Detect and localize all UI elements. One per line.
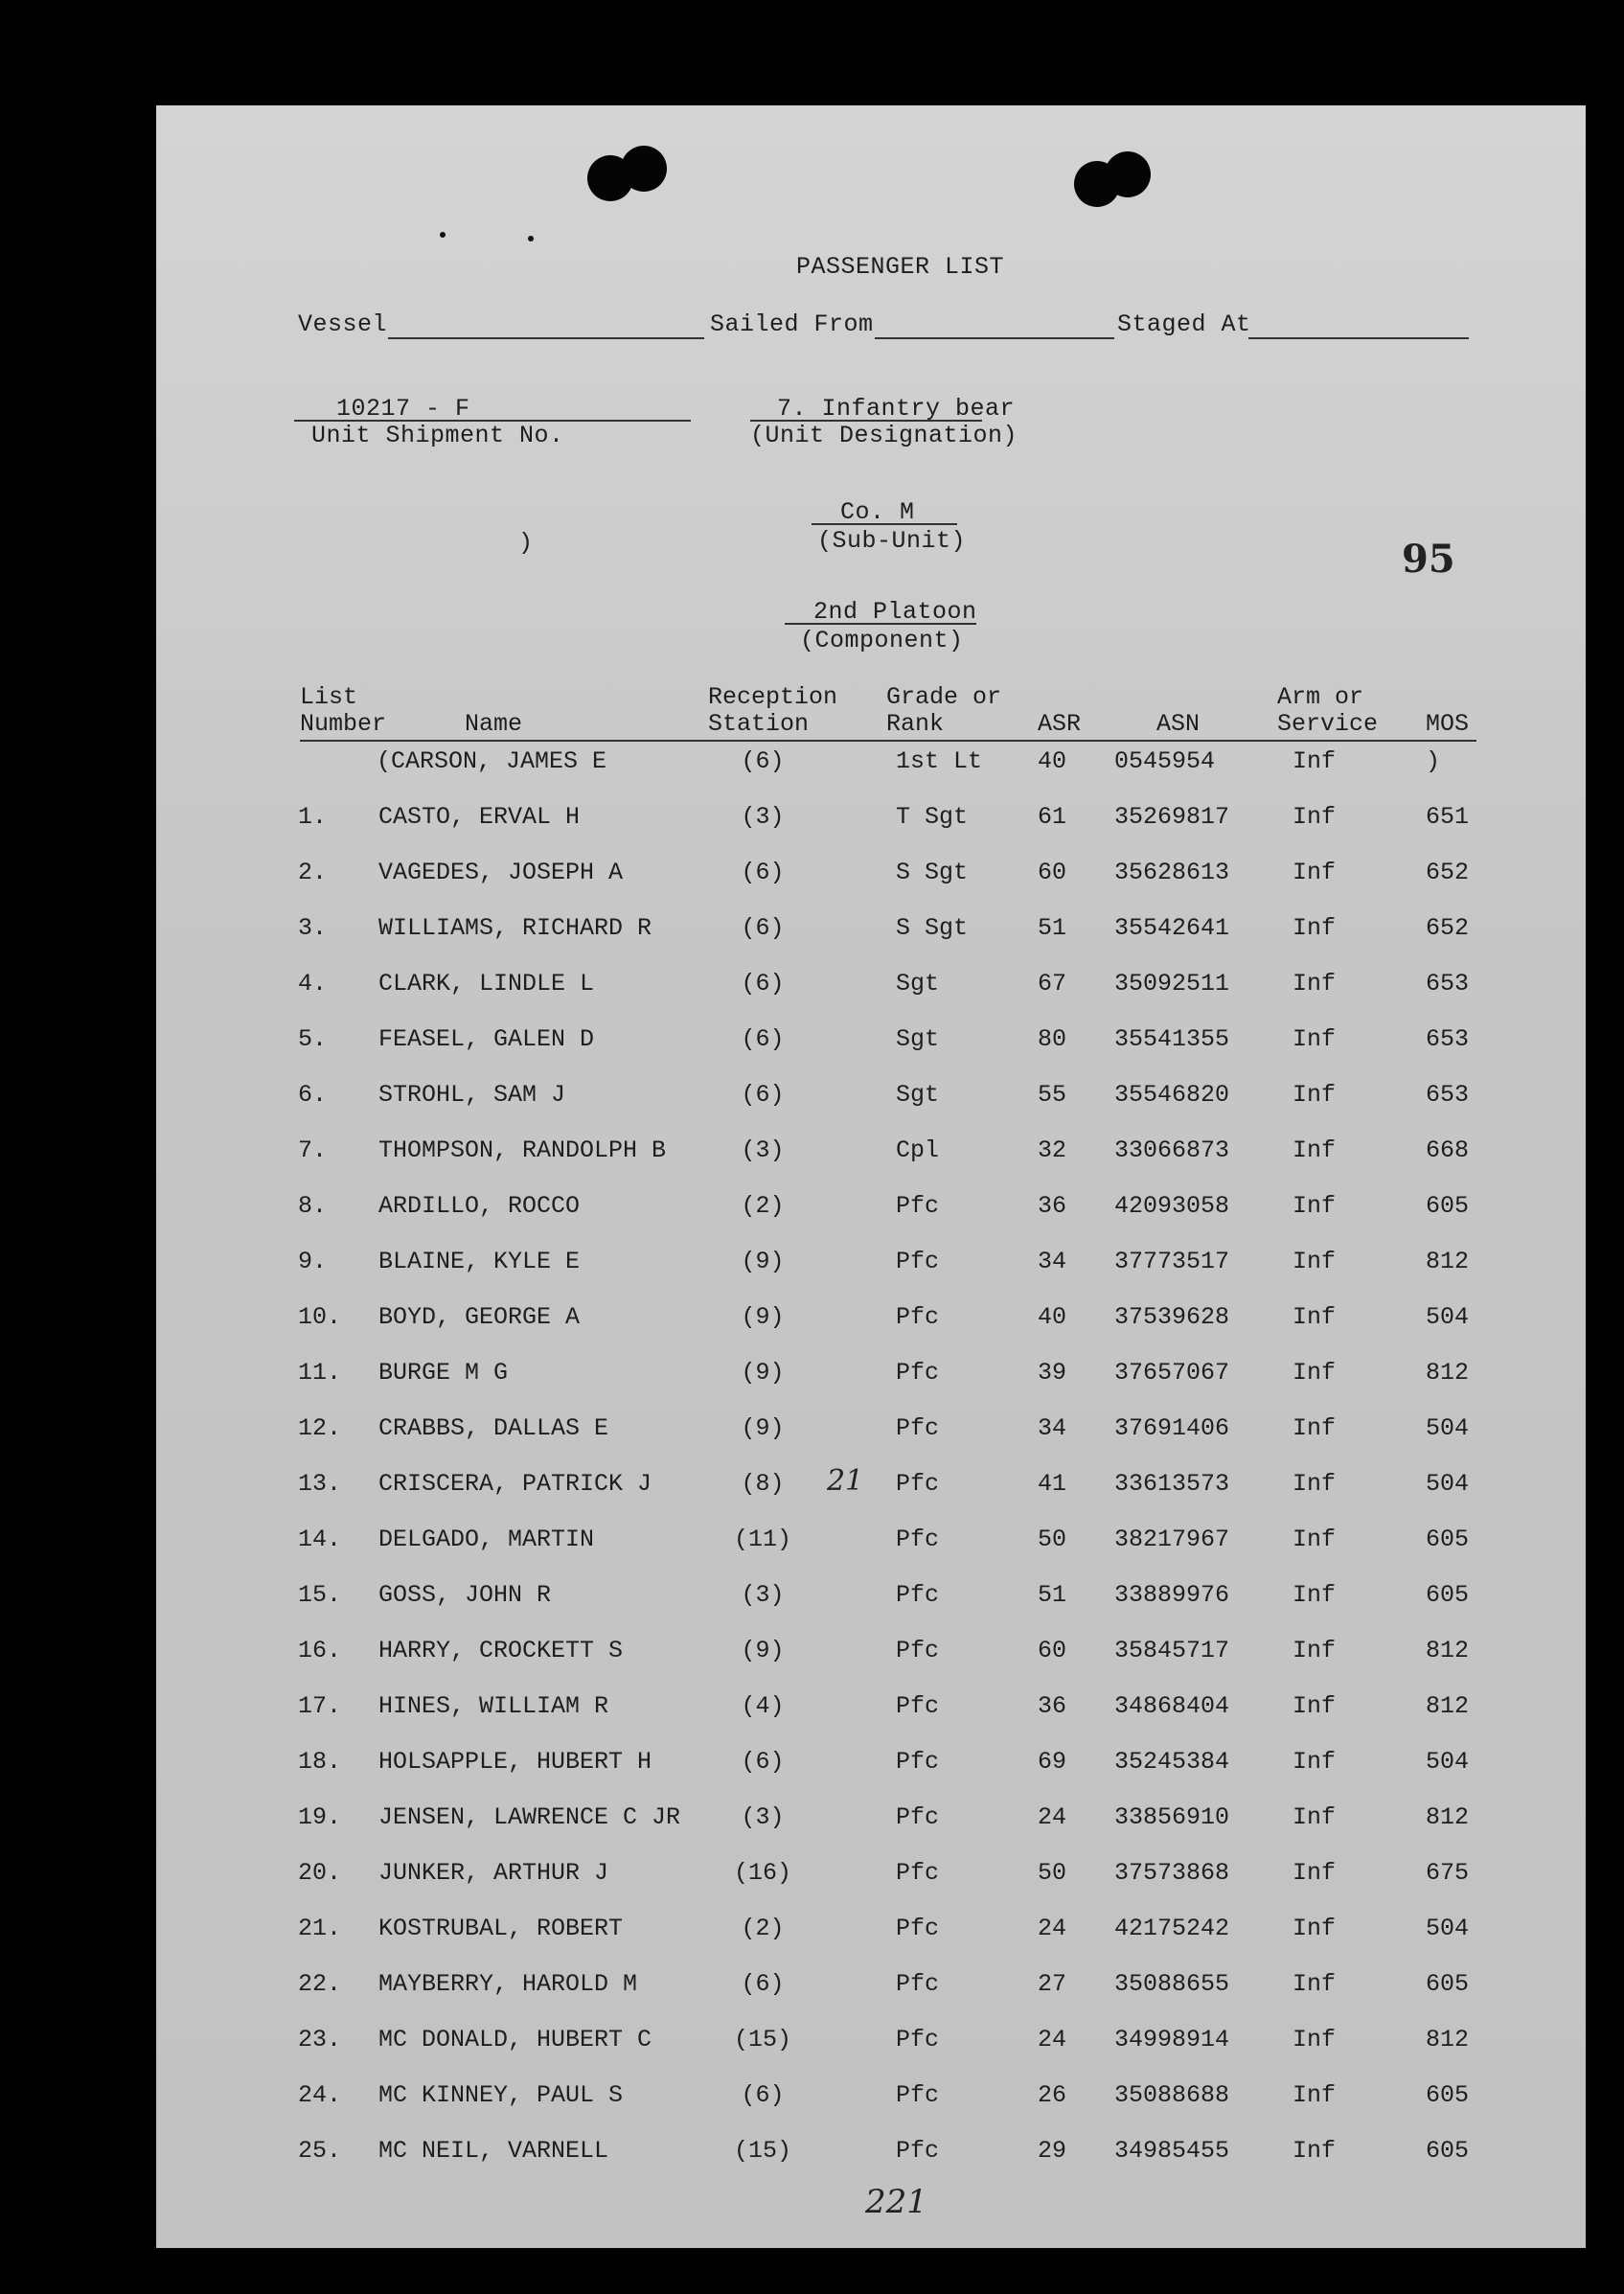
- cell-asr: 80: [1038, 1025, 1067, 1053]
- header-arm-service: [1277, 684, 1378, 738]
- cell-asn: 34998914: [1114, 2026, 1230, 2053]
- cell-reception-station: (8): [741, 1470, 785, 1498]
- cell-reception-station: (3): [741, 1581, 785, 1609]
- cell-arm-service: Inf: [1292, 1692, 1337, 1720]
- cell-grade-rank: Pfc: [896, 1803, 940, 1831]
- cell-grade-rank: Sgt: [896, 1025, 940, 1053]
- passenger-list-page: [156, 105, 1586, 2248]
- cell-mos: 668: [1426, 1136, 1470, 1164]
- header-underline: [300, 740, 1476, 742]
- cell-asn: 35628613: [1114, 859, 1230, 886]
- cell-mos: 652: [1426, 859, 1470, 886]
- cell-arm-service: Inf: [1292, 1748, 1337, 1776]
- header-grade-line2: Rank: [886, 710, 945, 738]
- cell-reception-station: (6): [741, 1081, 785, 1109]
- cell-reception-station: (9): [741, 1414, 785, 1442]
- cell-asn: 42175242: [1114, 1915, 1230, 1942]
- cell-asr: 55: [1038, 1081, 1067, 1109]
- cell-mos: 812: [1426, 1803, 1470, 1831]
- cell-asr: 34: [1038, 1414, 1067, 1442]
- punch-hole-left-b: [621, 146, 667, 192]
- cell-passenger-name: BOYD, GEORGE A: [378, 1303, 581, 1331]
- unit-designation-value: 7. Infantry bear: [777, 395, 1016, 423]
- cell-list-number: 22.: [298, 1970, 342, 1998]
- cell-asn: 37773517: [1114, 1248, 1230, 1275]
- unit-designation-label: (Unit Designation): [750, 422, 1018, 449]
- cell-mos: 504: [1426, 1748, 1470, 1776]
- cell-asn: 35546820: [1114, 1081, 1230, 1109]
- cell-arm-service: Inf: [1292, 1859, 1337, 1887]
- cell-asn: 35269817: [1114, 803, 1230, 831]
- cell-asr: 69: [1038, 1748, 1067, 1776]
- header-asr: ASR: [1038, 710, 1082, 738]
- cell-asr: 50: [1038, 1526, 1067, 1553]
- cell-reception-station: (4): [741, 1692, 785, 1720]
- cell-asn: 33856910: [1114, 1803, 1230, 1831]
- cell-mos: 653: [1426, 1081, 1470, 1109]
- cell-passenger-name: MAYBERRY, HAROLD M: [378, 1970, 638, 1998]
- cell-grade-rank: Pfc: [896, 2026, 940, 2053]
- header-list-number-line1: List: [300, 683, 358, 711]
- cell-asr: 39: [1038, 1359, 1067, 1387]
- cell-reception-station: (9): [741, 1637, 785, 1664]
- cell-asn: 35092511: [1114, 970, 1230, 998]
- cell-asr: 41: [1038, 1470, 1067, 1498]
- cell-grade-rank: Cpl: [896, 1136, 940, 1164]
- cell-grade-rank: Pfc: [896, 2137, 940, 2165]
- cell-passenger-name: CRABBS, DALLAS E: [378, 1414, 609, 1442]
- cell-reception-station: (2): [741, 1192, 785, 1220]
- cell-asn: 37691406: [1114, 1414, 1230, 1442]
- vessel-label: Vessel: [298, 310, 388, 338]
- cell-passenger-name: VAGEDES, JOSEPH A: [378, 859, 624, 886]
- cell-arm-service: Inf: [1292, 1248, 1337, 1275]
- staged-at-field-line: [1248, 337, 1469, 339]
- vessel-field-line: [388, 337, 704, 339]
- cell-mos: 504: [1426, 1414, 1470, 1442]
- cell-asn: 33066873: [1114, 1136, 1230, 1164]
- cell-reception-station: (6): [741, 1970, 785, 1998]
- cell-mos: 653: [1426, 1025, 1470, 1053]
- cell-arm-service: Inf: [1292, 1414, 1337, 1442]
- cell-reception-station: (16): [733, 1859, 791, 1887]
- cell-list-number: 24.: [298, 2081, 342, 2109]
- cell-list-number: 8.: [298, 1192, 328, 1220]
- cell-arm-service: Inf: [1292, 747, 1337, 775]
- cell-arm-service: Inf: [1292, 1803, 1337, 1831]
- cell-arm-service: Inf: [1292, 1025, 1337, 1053]
- cell-mos: 812: [1426, 1359, 1470, 1387]
- cell-grade-rank: Pfc: [896, 1915, 940, 1942]
- cell-asn: 34868404: [1114, 1692, 1230, 1720]
- cell-mos: 605: [1426, 1581, 1470, 1609]
- cell-asr: 24: [1038, 1803, 1067, 1831]
- cell-list-number: 11.: [298, 1359, 342, 1387]
- cell-list-number: 15.: [298, 1581, 342, 1609]
- cell-mos: 812: [1426, 1637, 1470, 1664]
- cell-reception-station: (6): [741, 970, 785, 998]
- cell-list-number: 18.: [298, 1748, 342, 1776]
- cell-arm-service: Inf: [1292, 1136, 1337, 1164]
- cell-reception-station: (6): [741, 1025, 785, 1053]
- cell-asn: 33889976: [1114, 1581, 1230, 1609]
- cell-arm-service: Inf: [1292, 803, 1337, 831]
- cell-grade-rank: Pfc: [896, 1637, 940, 1664]
- cell-list-number: 14.: [298, 1526, 342, 1553]
- cell-asr: 40: [1038, 1303, 1067, 1331]
- unit-shipment-no-value: 10217 - F: [336, 395, 470, 423]
- cell-passenger-name: CRISCERA, PATRICK J: [378, 1470, 652, 1498]
- cell-passenger-name: STROHL, SAM J: [378, 1081, 566, 1109]
- cell-passenger-name: KOSTRUBAL, ROBERT: [378, 1915, 624, 1942]
- cell-asn: 33613573: [1114, 1470, 1230, 1498]
- cell-arm-service: Inf: [1292, 1303, 1337, 1331]
- cell-arm-service: Inf: [1292, 2026, 1337, 2053]
- cell-reception-station: (9): [741, 1303, 785, 1331]
- cell-asr: 24: [1038, 1915, 1067, 1942]
- cell-passenger-name: MC NEIL, VARNELL: [378, 2137, 609, 2165]
- cell-mos: 653: [1426, 970, 1470, 998]
- cell-arm-service: Inf: [1292, 2137, 1337, 2165]
- cell-asn: 35088688: [1114, 2081, 1230, 2109]
- header-grade-rank: [886, 684, 1001, 738]
- cell-passenger-name: CLARK, LINDLE L: [378, 970, 595, 998]
- handwritten-footer: 221: [865, 2183, 927, 2221]
- cell-asr: 36: [1038, 1192, 1067, 1220]
- cell-arm-service: Inf: [1292, 859, 1337, 886]
- cell-mos: 605: [1426, 1526, 1470, 1553]
- component-value: 2nd Platoon: [813, 598, 977, 626]
- cell-asn: 37573868: [1114, 1859, 1230, 1887]
- cell-arm-service: Inf: [1292, 970, 1337, 998]
- cell-list-number: 25.: [298, 2137, 342, 2165]
- cell-passenger-name: CASTO, ERVAL H: [378, 803, 581, 831]
- cell-arm-service: Inf: [1292, 1081, 1337, 1109]
- cell-grade-rank: Pfc: [896, 1859, 940, 1887]
- cell-list-number: 7.: [298, 1136, 328, 1164]
- cell-asr: 40: [1038, 747, 1067, 775]
- cell-list-number: 19.: [298, 1803, 342, 1831]
- cell-grade-rank: Pfc: [896, 1192, 940, 1220]
- cell-list-number: 16.: [298, 1637, 342, 1664]
- cell-mos: 504: [1426, 1915, 1470, 1942]
- cell-grade-rank: Pfc: [896, 1692, 940, 1720]
- cell-mos: 504: [1426, 1303, 1470, 1331]
- header-list-number: [300, 684, 386, 738]
- cell-passenger-name: WILLIAMS, RICHARD R: [378, 914, 652, 942]
- cell-arm-service: Inf: [1292, 1470, 1337, 1498]
- cell-asn: 35845717: [1114, 1637, 1230, 1664]
- sub-unit-label: (Sub-Unit): [817, 527, 967, 555]
- cell-asr: 34: [1038, 1248, 1067, 1275]
- cell-arm-service: Inf: [1292, 914, 1337, 942]
- cell-asr: 36: [1038, 1692, 1067, 1720]
- cell-passenger-name: MC DONALD, HUBERT C: [378, 2026, 652, 2053]
- cell-asn: 38217967: [1114, 1526, 1230, 1553]
- cell-grade-rank: Pfc: [896, 1581, 940, 1609]
- cell-asr: 26: [1038, 2081, 1067, 2109]
- cell-grade-rank: Pfc: [896, 1303, 940, 1331]
- cell-passenger-name: FEASEL, GALEN D: [378, 1025, 595, 1053]
- header-arm-line1: Arm or: [1277, 683, 1364, 711]
- cell-list-number: 1.: [298, 803, 328, 831]
- cell-asr: 61: [1038, 803, 1067, 831]
- cell-mos: 812: [1426, 1692, 1470, 1720]
- cell-passenger-name: HOLSAPPLE, HUBERT H: [378, 1748, 652, 1776]
- cell-reception-station: (9): [741, 1248, 785, 1275]
- cell-reception-station: (2): [741, 1915, 785, 1942]
- cell-reception-station: (3): [741, 803, 785, 831]
- cell-passenger-name: ARDILLO, ROCCO: [378, 1192, 581, 1220]
- cell-grade-rank: Pfc: [896, 1470, 940, 1498]
- cell-reception-station: (3): [741, 1136, 785, 1164]
- page-number: 95: [1402, 537, 1455, 582]
- cell-arm-service: Inf: [1292, 1192, 1337, 1220]
- cell-mos: 605: [1426, 2081, 1470, 2109]
- cell-asn: 37539628: [1114, 1303, 1230, 1331]
- cell-asr: 29: [1038, 2137, 1067, 2165]
- sub-unit-value: Co. M: [840, 498, 915, 526]
- cell-passenger-name: JENSEN, LAWRENCE C JR: [378, 1803, 681, 1831]
- cell-reception-station: (15): [733, 2137, 791, 2165]
- cell-arm-service: Inf: [1292, 1915, 1337, 1942]
- sailed-from-field-line: [875, 337, 1114, 339]
- cell-list-number: 10.: [298, 1303, 342, 1331]
- cell-arm-service: Inf: [1292, 2081, 1337, 2109]
- cell-asn: 42093058: [1114, 1192, 1230, 1220]
- header-name: Name: [465, 710, 523, 738]
- cell-mos: 675: [1426, 1859, 1470, 1887]
- cell-list-number: 2.: [298, 859, 328, 886]
- cell-asn: 35245384: [1114, 1748, 1230, 1776]
- header-reception-line2: Station: [708, 710, 810, 738]
- header-asn: ASN: [1156, 710, 1201, 738]
- staged-at-label: Staged At: [1117, 310, 1251, 338]
- cell-grade-rank: 1st Lt: [896, 747, 983, 775]
- cell-reception-station: (3): [741, 1803, 785, 1831]
- cell-passenger-name: BURGE M G: [378, 1359, 509, 1387]
- punch-hole-right-b: [1105, 151, 1151, 197]
- cell-passenger-name: JUNKER, ARTHUR J: [378, 1859, 609, 1887]
- cell-reception-station: (6): [741, 747, 785, 775]
- header-reception-line1: Reception: [708, 683, 838, 711]
- cell-grade-rank: Pfc: [896, 1248, 940, 1275]
- cell-passenger-name: GOSS, JOHN R: [378, 1581, 552, 1609]
- cell-asr: 51: [1038, 914, 1067, 942]
- cell-grade-rank: Pfc: [896, 1970, 940, 1998]
- cell-reception-station: (15): [733, 2026, 791, 2053]
- handwritten-note: 21: [827, 1464, 864, 1498]
- cell-passenger-name: BLAINE, KYLE E: [378, 1248, 581, 1275]
- cell-list-number: 13.: [298, 1470, 342, 1498]
- cell-grade-rank: T Sgt: [896, 803, 969, 831]
- cell-list-number: 4.: [298, 970, 328, 998]
- cell-passenger-name: HARRY, CROCKETT S: [378, 1637, 624, 1664]
- cell-grade-rank: S Sgt: [896, 859, 969, 886]
- cell-list-number: 17.: [298, 1692, 342, 1720]
- cell-grade-rank: Sgt: [896, 970, 940, 998]
- cell-list-number: 9.: [298, 1248, 328, 1275]
- header-reception-station: [708, 684, 837, 738]
- cell-reception-station: (11): [733, 1526, 791, 1553]
- cell-grade-rank: Pfc: [896, 2081, 940, 2109]
- speck: [528, 236, 534, 241]
- cell-asr: 60: [1038, 1637, 1067, 1664]
- unit-shipment-no-label: Unit Shipment No.: [311, 422, 564, 449]
- cell-passenger-name: DELGADO, MARTIN: [378, 1526, 595, 1553]
- cell-passenger-name: (CARSON, JAMES E: [377, 747, 607, 775]
- cell-mos: 651: [1426, 803, 1470, 831]
- cell-asn: 0545954: [1114, 747, 1216, 775]
- cell-mos: 812: [1426, 1248, 1470, 1275]
- cell-list-number: 21.: [298, 1915, 342, 1942]
- cell-list-number: 20.: [298, 1859, 342, 1887]
- cell-asn: 37657067: [1114, 1359, 1230, 1387]
- header-list-number-line2: Number: [300, 710, 387, 738]
- cell-passenger-name: HINES, WILLIAM R: [378, 1692, 609, 1720]
- cell-asn: 35088655: [1114, 1970, 1230, 1998]
- cell-asr: 51: [1038, 1581, 1067, 1609]
- cell-list-number: 23.: [298, 2026, 342, 2053]
- cell-asr: 24: [1038, 2026, 1067, 2053]
- cell-mos: 652: [1426, 914, 1470, 942]
- cell-mos: 605: [1426, 2137, 1470, 2165]
- cell-grade-rank: Pfc: [896, 1526, 940, 1553]
- cell-mos: 504: [1426, 1470, 1470, 1498]
- cell-asr: 27: [1038, 1970, 1067, 1998]
- component-line: [785, 623, 976, 625]
- cell-list-number: 6.: [298, 1081, 328, 1109]
- cell-grade-rank: Pfc: [896, 1748, 940, 1776]
- cell-mos: 605: [1426, 1970, 1470, 1998]
- header-grade-line1: Grade or: [886, 683, 1002, 711]
- cell-asn: 34985455: [1114, 2137, 1230, 2165]
- header-arm-line2: Service: [1277, 710, 1379, 738]
- sailed-from-label: Sailed From: [710, 310, 874, 338]
- cell-asn: 35542641: [1114, 914, 1230, 942]
- cell-mos: ): [1426, 747, 1441, 775]
- sub-unit-line: [812, 523, 957, 525]
- speck: [440, 232, 446, 238]
- cell-grade-rank: Pfc: [896, 1359, 940, 1387]
- cell-arm-service: Inf: [1292, 1637, 1337, 1664]
- stray-mark: ): [518, 529, 534, 557]
- cell-asr: 50: [1038, 1859, 1067, 1887]
- cell-asr: 67: [1038, 970, 1067, 998]
- cell-reception-station: (9): [741, 1359, 785, 1387]
- cell-reception-station: (6): [741, 859, 785, 886]
- cell-arm-service: Inf: [1292, 1526, 1337, 1553]
- cell-passenger-name: MC KINNEY, PAUL S: [378, 2081, 624, 2109]
- cell-reception-station: (6): [741, 1748, 785, 1776]
- cell-list-number: 12.: [298, 1414, 342, 1442]
- document-title: PASSENGER LIST: [796, 253, 1005, 281]
- cell-arm-service: Inf: [1292, 1970, 1337, 1998]
- cell-mos: 812: [1426, 2026, 1470, 2053]
- cell-reception-station: (6): [741, 2081, 785, 2109]
- cell-arm-service: Inf: [1292, 1359, 1337, 1387]
- cell-asr: 32: [1038, 1136, 1067, 1164]
- cell-passenger-name: THOMPSON, RANDOLPH B: [378, 1136, 667, 1164]
- cell-asr: 60: [1038, 859, 1067, 886]
- cell-list-number: 5.: [298, 1025, 328, 1053]
- cell-grade-rank: S Sgt: [896, 914, 969, 942]
- cell-arm-service: Inf: [1292, 1581, 1337, 1609]
- header-mos: MOS: [1426, 710, 1470, 738]
- cell-mos: 605: [1426, 1192, 1470, 1220]
- cell-reception-station: (6): [741, 914, 785, 942]
- cell-list-number: 3.: [298, 914, 328, 942]
- cell-grade-rank: Sgt: [896, 1081, 940, 1109]
- cell-asn: 35541355: [1114, 1025, 1230, 1053]
- component-label: (Component): [800, 627, 964, 654]
- cell-grade-rank: Pfc: [896, 1414, 940, 1442]
